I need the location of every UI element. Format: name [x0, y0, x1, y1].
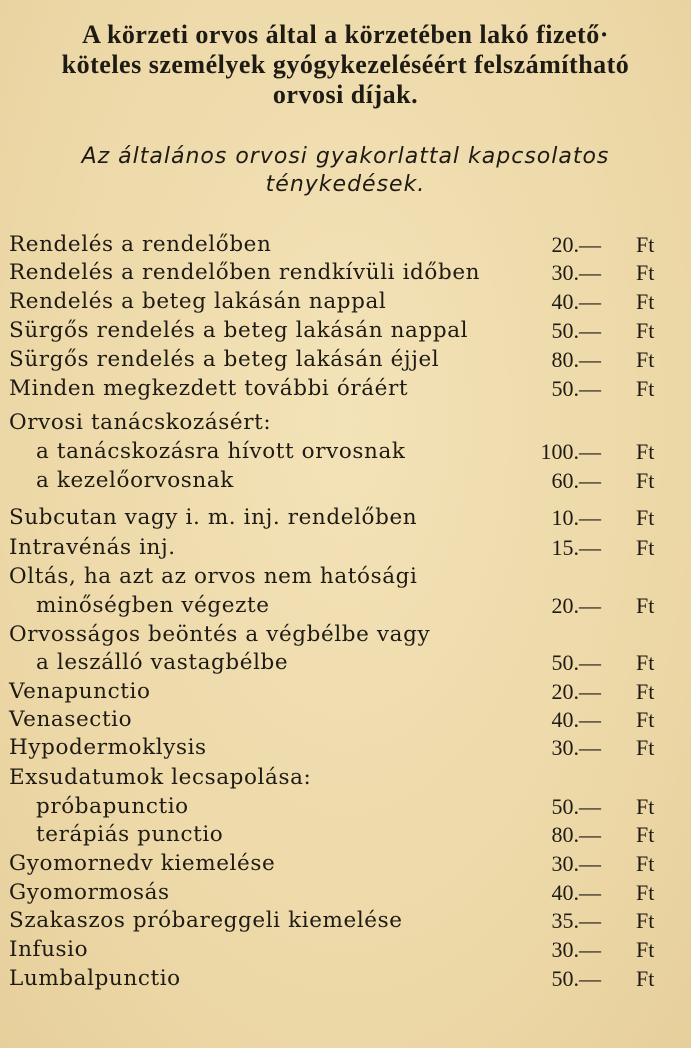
fee-row-unit: Ft — [636, 908, 655, 933]
fee-row-unit: Ft — [636, 376, 655, 401]
fee-row-unit: Ft — [636, 232, 655, 257]
fee-row-label: minőségben végezte — [36, 593, 270, 618]
title-line: orvosi díjak. — [272, 80, 419, 109]
fee-row-price: 60.— — [551, 468, 601, 493]
fee-row-unit: Ft — [636, 650, 655, 675]
fee-row-unit: Ft — [636, 880, 655, 905]
fee-row — [0, 437, 691, 466]
fee-row-label: Minden megkezdett további óráért — [9, 376, 409, 401]
fee-row — [0, 408, 691, 437]
fee-row-price: 20.— — [551, 679, 601, 704]
fee-row — [0, 533, 691, 562]
fee-row-label: a kezelőorvosnak — [36, 468, 234, 493]
fee-row-unit: Ft — [636, 679, 655, 704]
fee-row-label: próbapunctio — [36, 794, 189, 819]
fee-row — [0, 792, 691, 821]
fee-row-price: 30.— — [551, 851, 601, 876]
fee-row-unit: Ft — [636, 593, 655, 618]
fee-row-label: Infusio — [9, 937, 89, 962]
fee-row — [0, 620, 691, 649]
fee-row — [0, 591, 691, 620]
fee-row — [0, 503, 691, 532]
fee-row-unit: Ft — [636, 289, 655, 314]
fee-row-price: 30.— — [551, 937, 601, 962]
fee-row — [0, 562, 691, 591]
fee-row — [0, 677, 691, 706]
fee-row-unit: Ft — [636, 260, 655, 285]
fee-row-label: a leszálló vastagbélbe — [36, 650, 289, 675]
fee-row-unit: Ft — [636, 468, 655, 493]
fee-row-price: 40.— — [551, 289, 601, 314]
fee-row-unit: Ft — [636, 966, 655, 991]
fee-row — [0, 345, 691, 374]
fee-row — [0, 374, 691, 403]
fee-row — [0, 733, 691, 762]
fee-row-label: Exsudatumok lecsapolása: — [9, 765, 312, 790]
fee-row-unit: Ft — [636, 735, 655, 760]
fee-row-price: 20.— — [551, 232, 601, 257]
fee-row-label: Rendelés a rendelőben rendkívüli időben — [9, 260, 481, 285]
fee-row — [0, 258, 691, 287]
fee-row-unit: Ft — [636, 439, 655, 464]
fee-row-unit: Ft — [636, 851, 655, 876]
fee-row — [0, 466, 691, 495]
subtitle-line: Az általános orvosi gyakorlattal kapcsolatos — [81, 144, 610, 169]
fee-row-unit: Ft — [636, 535, 655, 560]
fee-row-price: 80.— — [551, 822, 601, 847]
fee-row — [0, 964, 691, 993]
fee-row-price: 40.— — [551, 880, 601, 905]
fee-row-label: terápiás punctio — [36, 822, 224, 847]
fee-row-price: 80.— — [551, 347, 601, 372]
fee-row-unit: Ft — [636, 347, 655, 372]
fee-row-price: 30.— — [551, 735, 601, 760]
fee-row-label: a tanácskozásra hívott orvosnak — [36, 439, 406, 464]
fee-row — [0, 648, 691, 677]
fee-row-label: Sürgős rendelés a beteg lakásán nappal — [9, 318, 469, 343]
fee-row-label: Gyomormosás — [9, 880, 170, 905]
fee-row — [0, 230, 691, 259]
fee-row-label: Lumbalpunctio — [9, 966, 181, 991]
fee-row-label: Orvosságos beöntés a végbélbe vagy — [9, 622, 431, 647]
fee-row-label: Subcutan vagy i. m. inj. rendelőben — [9, 505, 418, 530]
fee-row-unit: Ft — [636, 318, 655, 343]
fee-row-price: 50.— — [551, 318, 601, 343]
fee-row — [0, 287, 691, 316]
fee-row-unit: Ft — [636, 822, 655, 847]
fee-row — [0, 763, 691, 792]
title-line: A körzeti orvos által a körzetében lakó fizető· — [82, 20, 609, 49]
fee-row-price: 20.— — [551, 593, 601, 618]
fee-row-price: 100.— — [540, 439, 601, 464]
subtitle-line: ténykedések. — [265, 172, 426, 197]
fee-row-label: Hypodermoklysis — [9, 735, 207, 760]
fee-row-price: 50.— — [551, 650, 601, 675]
fee-row-label: Venasectio — [9, 707, 133, 732]
fee-row-unit: Ft — [636, 794, 655, 819]
fee-row-price: 50.— — [551, 966, 601, 991]
fee-row-price: 15.— — [551, 535, 601, 560]
fee-row — [0, 705, 691, 734]
fee-row — [0, 849, 691, 878]
fee-row-price: 50.— — [551, 794, 601, 819]
fee-row-label: Intravénás inj. — [9, 535, 176, 560]
fee-row — [0, 316, 691, 345]
fee-row-label: Gyomornedv kiemelése — [9, 851, 276, 876]
fee-row — [0, 820, 691, 849]
fee-row-unit: Ft — [636, 505, 655, 530]
fee-row-price: 10.— — [551, 505, 601, 530]
fee-row-label: Orvosi tanácskozásért: — [9, 410, 272, 435]
fee-row-price: 40.— — [551, 707, 601, 732]
fee-row — [0, 906, 691, 935]
fee-row-label: Oltás, ha azt az orvos nem hatósági — [9, 564, 418, 589]
fee-row-price: 50.— — [551, 376, 601, 401]
fee-row-price: 30.— — [551, 260, 601, 285]
fee-row-unit: Ft — [636, 937, 655, 962]
fee-row-label: Venapunctio — [9, 679, 151, 704]
fee-row-unit: Ft — [636, 707, 655, 732]
fee-row — [0, 935, 691, 964]
fee-row-label: Sürgős rendelés a beteg lakásán éjjel — [9, 347, 440, 372]
fee-row — [0, 878, 691, 907]
fee-row-label: Szakaszos próbareggeli kiemelése — [9, 908, 403, 933]
fee-row-label: Rendelés a beteg lakásán nappal — [9, 289, 387, 314]
title-line: köteles személyek gyógykezeléséért felszámítható — [61, 50, 630, 79]
fee-row-price: 35.— — [551, 908, 601, 933]
fee-row-label: Rendelés a rendelőben — [9, 232, 272, 257]
